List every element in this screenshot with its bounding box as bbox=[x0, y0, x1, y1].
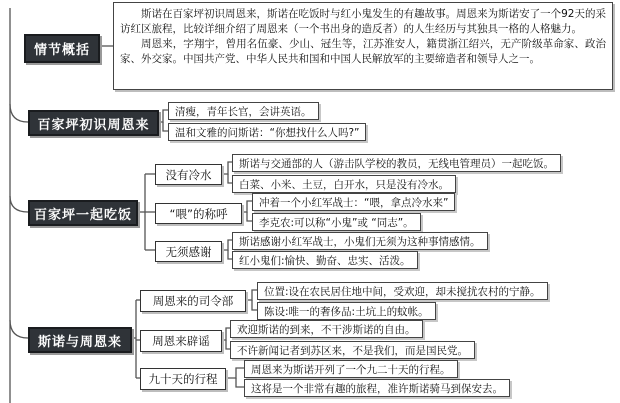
topic-snow-and-zhou[interactable]: 斯诺与周恩来 bbox=[28, 327, 132, 353]
zhou-leaf-headquarters-1[interactable]: 位置:设在农民居住地中间，受欢迎，却未搅扰农村的宁静。 bbox=[257, 282, 548, 300]
zhou-leaf-rumor-1[interactable]: 欢迎斯诺的到来，不干涉斯诺的自由。 bbox=[230, 320, 423, 338]
zhou-group-ninety-days[interactable]: 九十天的行程 bbox=[140, 368, 226, 390]
meal-leaf-no-thanks-1[interactable]: 斯诺感谢小红军战士，小鬼们无须为这种事情感情。 bbox=[232, 232, 488, 250]
zhou-leaf-ninety-days-2[interactable]: 这将是一个非常有趣的旅程，准许斯诺骑马到保安去。 bbox=[244, 379, 510, 397]
topic-first-meeting[interactable]: 百家坪初识周恩来 bbox=[28, 110, 159, 136]
summary-box bbox=[113, 2, 613, 90]
meal-leaf-hey-address-2[interactable]: 李克农:可以称“小鬼”或 “同志”。 bbox=[252, 213, 421, 231]
first-meeting-leaf-1[interactable]: 清瘦，青年长官，会讲英语。 bbox=[168, 102, 319, 120]
meal-group-no-thanks[interactable]: 无须感谢 bbox=[155, 241, 222, 262]
zhou-group-rumor[interactable]: 周恩来辟谣 bbox=[140, 330, 222, 352]
topic-meal[interactable]: 百家坪一起吃饭 bbox=[28, 200, 138, 226]
summary-paragraph-1: 斯诺在百家坪初识周恩来，斯诺在吃饭时与红小鬼发生的有趣故事。周恩来为斯诺安了一个92天的采访红区旅程，比较详细介绍了周恩来（一个书出身的造反者）的人生经历与其独具一格的人格魅力。 bbox=[120, 8, 606, 35]
meal-group-hey-address[interactable]: “喂”的称呼 bbox=[155, 203, 242, 224]
zhou-group-headquarters[interactable]: 周恩来的司令部 bbox=[140, 290, 246, 312]
topic-plot-summary[interactable]: 情节概括 bbox=[24, 34, 100, 63]
meal-leaf-no-cold-water-2[interactable]: 白菜、小米、土豆，白开水，只是没有冷水。 bbox=[232, 175, 456, 193]
first-meeting-leaf-2[interactable]: 温和文雅的问斯诺：“你想找什么人吗?” bbox=[168, 123, 366, 141]
meal-leaf-no-cold-water-1[interactable]: 斯诺与交通部的人（游击队学校的教员，无线电管理员）一起吃饭。 bbox=[232, 154, 561, 172]
meal-leaf-hey-address-1[interactable]: 冲着一个小红军战士：“喂，拿点冷水来” bbox=[252, 193, 455, 211]
meal-group-no-cold-water[interactable]: 没有冷水 bbox=[155, 164, 222, 185]
summary-paragraph-2: 周恩来，字翔宇，曾用名伍豪、少山、冠生等，江苏淮安人，籍贯浙江绍兴，无产阶级革命家、政治家、外交家。中国共产党、中华人民共和国和中国人民解放军的主要缔造者和领导人之一。 bbox=[120, 38, 606, 65]
zhou-leaf-headquarters-2[interactable]: 陈设:唯一的奢侈品:土坑上的蚊帐。 bbox=[257, 302, 436, 320]
zhou-leaf-rumor-2[interactable]: 不许新闻记者到苏区来，不是我们，而是国民党。 bbox=[230, 341, 475, 359]
zhou-leaf-ninety-days-1[interactable]: 周恩来为斯诺开列了一个九二十天的行程。 bbox=[244, 360, 458, 378]
meal-leaf-no-thanks-2[interactable]: 红小鬼们:愉快、勤奋、忠实、活泼。 bbox=[232, 251, 418, 269]
